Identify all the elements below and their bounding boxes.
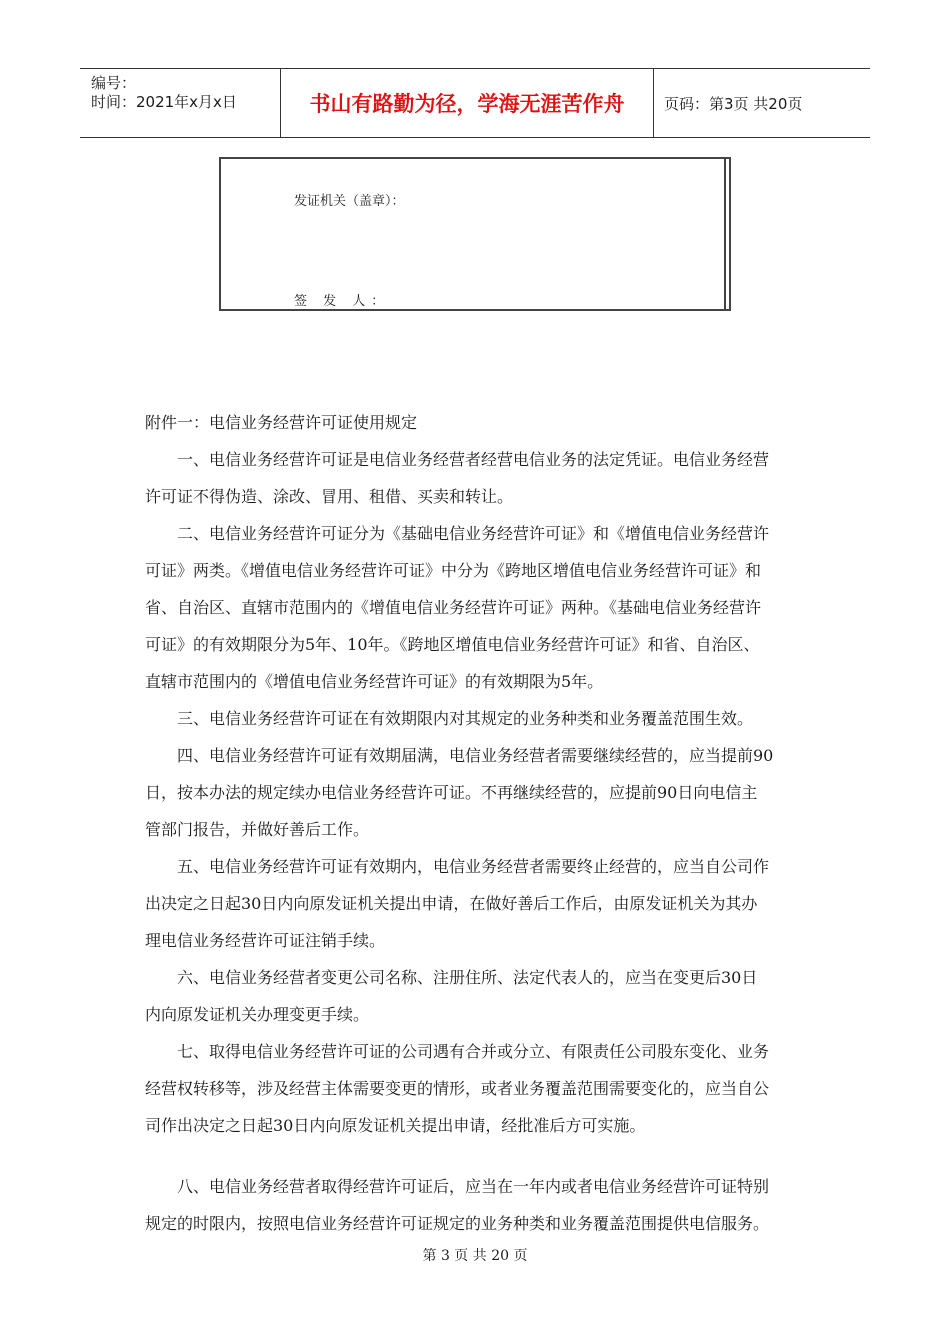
- paragraph-line: 经营权转移等，涉及经营主体需要变更的情形，或者业务覆盖范围需要变化的，应当自公: [145, 1079, 770, 1098]
- paragraph-line: 出决定之日起30日内向原发证机关提出申请，在做好善后工作后，由原发证机关为其办: [145, 894, 758, 913]
- paragraph: [145, 1168, 805, 1242]
- paragraph-line: 许可证不得伪造、涂改、冒用、租借、买卖和转让。: [145, 487, 514, 506]
- page-footer: 第 3 页 共 20 页: [422, 1248, 528, 1264]
- time-label: 时间：2021年x月x日: [91, 93, 237, 111]
- header-meta: [80, 69, 281, 137]
- paragraph: [145, 848, 805, 959]
- paragraph: [145, 959, 805, 1033]
- paragraph-line: 一、电信业务经营许可证是电信业务经营者经营电信业务的法定凭证。电信业务经营: [145, 450, 770, 469]
- paragraph-line: 二、电信业务经营许可证分为《基础电信业务经营许可证》和《增值电信业务经营许: [145, 524, 770, 543]
- paragraph: [145, 737, 805, 848]
- paragraph: [145, 441, 805, 515]
- paragraph-line: 五、电信业务经营许可证有效期内，电信业务经营者需要终止经营的，应当自公司作: [145, 857, 770, 876]
- paragraph-line: 可证》两类。《增值电信业务经营许可证》中分为《跨地区增值电信业务经营许可证》和: [145, 561, 762, 580]
- paragraph-line: 内向原发证机关办理变更手续。: [145, 1005, 370, 1024]
- paragraph: [145, 1033, 805, 1144]
- paragraph-line: 八、电信业务经营者取得经营许可证后，应当在一年内或者电信业务经营许可证特别: [145, 1177, 770, 1196]
- header-page-label: 页码：第3页 共20页: [664, 94, 803, 113]
- paragraph-line: 直辖市范围内的《增值电信业务经营许可证》的有效期限为5年。: [145, 672, 604, 691]
- paragraph: [145, 515, 805, 700]
- paragraph-line: 日，按本办法的规定续办电信业务经营许可证。不再继续经营的，应提前90日向电信主: [145, 783, 758, 802]
- issuer-stamp-box: [219, 157, 731, 311]
- paragraph-line: 七、取得电信业务经营许可证的公司遇有合并或分立、有限责任公司股东变化、业务: [145, 1042, 770, 1061]
- paragraph-line: 可证》的有效期限分为5年、10年。《跨地区增值电信业务经营许可证》和省、自治区、: [145, 635, 760, 654]
- signer-label: 签 发 人：: [294, 294, 391, 309]
- paragraph-line: 理电信业务经营许可证注销手续。: [145, 931, 386, 950]
- paragraph: [145, 700, 805, 737]
- paragraph-line: 四、电信业务经营许可证有效期届满，电信业务经营者需要继续经营的，应当提前90: [145, 746, 774, 765]
- paragraph-line: 规定的时限内，按照电信业务经营许可证规定的业务种类和业务覆盖范围提供电信服务。: [145, 1214, 770, 1233]
- issuer-label: 发证机关（盖章）：: [294, 194, 405, 209]
- number-label: 编号：: [91, 74, 137, 92]
- stamp-box-inner-border: [221, 159, 726, 309]
- attachment-title: 附件一：电信业务经营许可证使用规定: [145, 413, 418, 432]
- paragraph-line: 司作出决定之日起30日内向原发证机关提出申请，经批准后方可实施。: [145, 1116, 646, 1135]
- header-motto: 书山有路勤为径，学海无涯苦作舟: [281, 69, 654, 137]
- paragraph-line: 管部门报告，并做好善后工作。: [145, 820, 370, 839]
- paragraph-line: 三、电信业务经营许可证在有效期限内对其规定的业务种类和业务覆盖范围生效。: [145, 709, 754, 728]
- paragraph-line: 六、电信业务经营者变更公司名称、注册住所、法定代表人的，应当在变更后30日: [145, 968, 758, 987]
- paragraph-line: 省、自治区、直辖市范围内的《增值电信业务经营许可证》两种。《基础电信业务经营许: [145, 598, 762, 617]
- page-header: [80, 68, 870, 138]
